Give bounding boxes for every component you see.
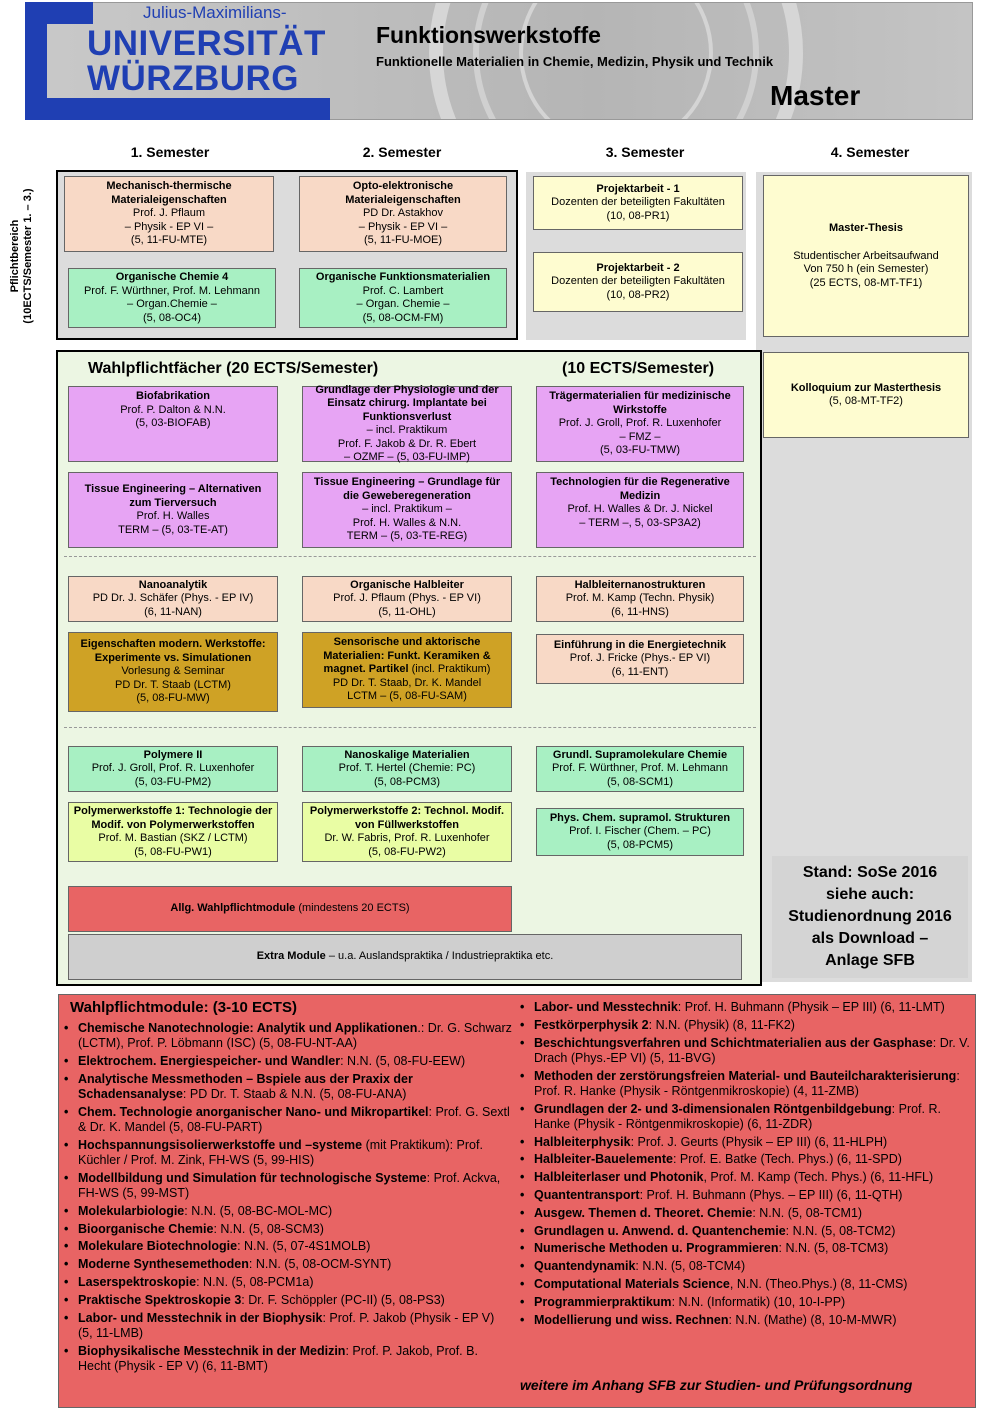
module-oc4[interactable]: Organische Chemie 4 Prof. F. Würthner, Prof. M. Lehmann – Organ.Chemie – (5, 08-OC4) — [68, 268, 276, 328]
module-sp3a2[interactable]: Technologien für die Regenerative Medizin Prof. H. Walles & Dr. J. Nickel – TERM –, 5, 03-SP3A2) — [536, 472, 744, 548]
module-list-heading: Wahlpflichtmodule: (3-10 ECTS) — [70, 999, 297, 1016]
module-list-item[interactable]: • Labor- und Messtechnik in der Biophysik: Prof. P. Jakob (Physik - EP V) (5, 11-LMB) — [62, 1311, 512, 1341]
stand-note: Stand: SoSe 2016 siehe auch: Studienordnung 2016 als Download – Anlage SFB — [772, 856, 968, 978]
page-title: Funktionswerkstoffe — [376, 22, 601, 48]
module-te-at[interactable]: Tissue Engineering – Alternativen zum Tierversuch Prof. H. Walles TERM – (5, 03-TE-AT) — [68, 472, 278, 548]
module-list-item[interactable]: • Numerische Methoden u. Programmieren: N.N. (5, 08-TCM3) — [518, 1241, 973, 1256]
module-scm1[interactable]: Grundl. Supramolekulare Chemie Prof. F. Würthner, Prof. M. Lehmann (5, 08-SCM1) — [536, 746, 744, 792]
module-ohl[interactable]: Organische Halbleiter Prof. J. Pflaum (Phys. - EP VI) (5, 11-OHL) — [302, 576, 512, 622]
page-subtitle: Funktionelle Materialien in Chemie, Medizin, Physik und Technik — [376, 54, 774, 69]
module-fu-mw[interactable]: Eigenschaften modern. Werkstoffe: Experimente vs. Simulationen Vorlesung & Seminar PD Dr. T. Staab (LCTM) (5, 08-FU-MW) — [68, 632, 278, 712]
module-list-item[interactable]: • Praktische Spektroskopie 3: Dr. F. Schöppler (PC-II) (5, 08-PS3) — [62, 1293, 512, 1308]
pflicht-label: Pflichtbereich (10ECTS/Semester 1. – 3.) — [9, 188, 34, 324]
module-list-footer: weitere im Anhang SFB zur Studien- und Prüfungsordnung — [520, 1377, 913, 1393]
semester-2-heading: 2. Semester — [362, 144, 442, 160]
university-logo — [25, 2, 355, 120]
module-fu-pw2[interactable]: Polymerwerkstoffe 2: Technol. Modif. von Füllwerkstoffen Dr. W. Fabris, Prof. R. Luxenhofer (5, 08-FU-PW2) — [302, 802, 512, 862]
module-list-item[interactable]: • Modellierung und wiss. Rechnen: N.N. (Mathe) (8, 10-M-MWR) — [518, 1313, 973, 1328]
module-pr2[interactable]: Projektarbeit - 2 Dozenten der beteiligten Fakultäten (10, 08-PR2) — [533, 252, 743, 312]
logo-line2: WÜRZBURG — [87, 59, 300, 98]
divider-1 — [64, 556, 756, 557]
module-pr1[interactable]: Projektarbeit - 1 Dozenten der beteiligten Fakultäten (10, 08-PR1) — [533, 176, 743, 230]
module-list-item[interactable]: • Laserspektroskopie: N.N. (5, 08-PCM1a) — [62, 1275, 512, 1290]
module-kolloquium[interactable]: Kolloquium zur Masterthesis (5, 08-MT-TF2) — [763, 352, 969, 438]
extra-module-bar[interactable]: Extra Module – u.a. Auslandspraktika / Industriepraktika etc. — [68, 934, 742, 980]
logo-line1: UNIVERSITÄT — [87, 24, 326, 63]
module-list-item[interactable]: • Elektrochem. Energiespeicher- und Wandler: N.N. (5, 08-FU-EEW) — [62, 1054, 512, 1069]
module-list-item[interactable]: • Labor- und Messtechnik: Prof. H. Buhmann (Physik – EP III) (6, 11-LMT) — [518, 1000, 973, 1015]
module-list-item[interactable]: • Festkörperphysik 2: N.N. (Physik) (8, 11-FK2) — [518, 1018, 973, 1033]
degree-label: Master — [770, 80, 861, 111]
module-ocm-fm[interactable]: Organische Funktionsmaterialien Prof. C. Lambert – Organ. Chemie – (5, 08-OCM-FM) — [299, 268, 507, 328]
module-list-item[interactable]: • Chem. Technologie anorganischer Nano- und Mikropartikel: Prof. G. Sextl & Dr. K. Mandel (5, 08-FU-PART) — [62, 1105, 512, 1135]
module-master-thesis[interactable]: Master-Thesis Studentischer Arbeitsaufwand Von 750 h (ein Semester) (25 ECTS, 08-MT-TF1) — [763, 175, 969, 337]
module-fu-sam[interactable]: Sensorische und aktorische Materialien: Funkt. Keramiken & magnet. Partikel (incl. Praktikum) PD Dr. T. Staab, Dr. K. Mandel LCTM – (5, 08-FU-SAM) — [302, 632, 512, 708]
semester-4-heading: 4. Semester — [830, 144, 910, 160]
module-nan[interactable]: Nanoanalytik PD Dr. J. Schäfer (Phys. - EP IV) (6, 11-NAN) — [68, 576, 278, 622]
module-list-item[interactable]: • Moderne Synthesemethoden: N.N. (5, 08-OCM-SYNT) — [62, 1257, 512, 1272]
module-te-reg[interactable]: Tissue Engineering – Grundlage für die Geweberegeneration – incl. Praktikum – Prof. H. Walles & N.N. TERM – (5, 03-TE-REG) — [302, 472, 512, 548]
wahlpflicht-heading: Wahlpflichtfächer (20 ECTS/Semester) — [88, 360, 379, 377]
logo-small-text: Julius-Maximilians- — [143, 3, 287, 22]
module-list-item[interactable]: • Biophysikalische Messtechnik in der Medizin: Prof. P. Jakob, Prof. B. Hecht (Physik - EP V) (6, 11-BMT) — [62, 1344, 512, 1374]
module-list-item[interactable]: • Bioorganische Chemie: N.N. (5, 08-SCM3) — [62, 1222, 512, 1237]
module-list-item[interactable]: • Halbleiterphysik: Prof. J. Geurts (Physik – EP III) (6, 11-HLPH) — [518, 1135, 973, 1150]
module-list-item[interactable]: • Quantentransport: Prof. H. Buhmann (Phys. – EP III) (6, 11-QTH) — [518, 1188, 973, 1203]
module-list-item[interactable]: • Halbleiterlaser und Photonik, Prof. M. Kamp (Tech. Phys.) (6, 11-HFL) — [518, 1170, 973, 1185]
semester-1-heading: 1. Semester — [130, 144, 210, 160]
module-fu-tmw[interactable]: Trägermaterialien für medizinische Wirkstoffe Prof. J. Groll, Prof. R. Luxenhofer – FMZ – (5, 03-FU-TMW) — [536, 386, 744, 462]
module-list-item[interactable]: • Grundlagen der 2- und 3-dimensionalen Röntgenbildgebung: Prof. R. Hanke (Physik - Röntgenmikroskopie) (6, 11-ZDR) — [518, 1102, 973, 1132]
module-list-right — [518, 1000, 973, 1330]
module-moe[interactable]: Opto-elektronische Materialeigenschaften PD Dr. Astakhov – Physik - EP VI – (5, 11-FU-MOE) — [299, 176, 507, 252]
module-pcm5[interactable]: Phys. Chem. supramol. Strukturen Prof. I. Fischer (Chem. – PC) (5, 08-PCM5) — [536, 808, 744, 856]
module-list-item[interactable]: • Beschichtungsverfahren und Schichtmaterialien aus der Gasphase: Dr. V. Drach (Phys.-EP VI) (5, 11-BVG) — [518, 1036, 973, 1066]
divider-2 — [64, 727, 756, 728]
module-list-item[interactable]: • Computational Materials Science, N.N. (Theo.Phys.) (8, 11-CMS) — [518, 1277, 973, 1292]
module-list-item[interactable]: • Hochspannungsisolierwerkstoffe und –systeme (mit Praktikum): Prof. Küchler / Prof. M. Zink, FH-WS (5, 99-HIS) — [62, 1138, 512, 1168]
module-list-item[interactable]: • Chemische Nanotechnologie: Analytik und Applikationen.: Dr. G. Schwarz (LCTM), Prof. P. Löbmann (ISC) (5, 08-FU-NT-AA) — [62, 1021, 512, 1051]
module-list-item[interactable]: • Modellbildung und Simulation für technologische Systeme: Prof. Ackva, FH-WS (5, 99-MST) — [62, 1171, 512, 1201]
module-list-item[interactable]: • Quantendynamik: N.N. (5, 08-TCM4) — [518, 1259, 973, 1274]
module-list-item[interactable]: • Grundlagen u. Anwend. d. Quantenchemie: N.N. (5, 08-TCM2) — [518, 1224, 973, 1239]
module-list-item[interactable]: • Ausgew. Themen d. Theoret. Chemie: N.N. (5, 08-TCM1) — [518, 1206, 973, 1221]
module-list-item[interactable]: • Molekulare Biotechnologie: N.N. (5, 07-4S1MOLB) — [62, 1239, 512, 1254]
module-hns[interactable]: Halbleiternanostrukturen Prof. M. Kamp (Techn. Physik) (6, 11-HNS) — [536, 576, 744, 622]
module-list-item[interactable]: • Molekularbiologie: N.N. (5, 08-BC-MOL-MC) — [62, 1204, 512, 1219]
module-pcm3[interactable]: Nanoskalige Materialien Prof. T. Hertel (Chemie: PC) (5, 08-PCM3) — [302, 746, 512, 792]
module-list-left — [62, 1021, 512, 1377]
module-fu-pm2[interactable]: Polymere II Prof. J. Groll, Prof. R. Luxenhofer (5, 03-FU-PM2) — [68, 746, 278, 792]
module-list-item[interactable]: • Methoden der zerstörungsfreien Material- und Bauteilcharakterisierung: Prof. R. Hanke (Physik - Röntgenmikroskopie) (4, 11-ZMB) — [518, 1069, 973, 1099]
module-list-item[interactable]: • Programmierpraktikum: N.N. (Informatik) (10, 10-I-PP) — [518, 1295, 973, 1310]
module-fu-pw1[interactable]: Polymerwerkstoffe 1: Technologie der Modif. von Polymerwerkstoffen Prof. M. Bastian (SKZ / LCTM) (5, 08-FU-PW1) — [68, 802, 278, 862]
allg-wahlpflichtmodule-bar[interactable]: Allg. Wahlpflichtmodule (mindestens 20 ECTS) — [68, 886, 512, 932]
module-list-item[interactable]: • Analytische Messmethoden – Bspiele aus der Praxix der Schadensanalyse: PD Dr. T. Staab & N.N. (5, 08-FU-ANA) — [62, 1072, 512, 1102]
module-list-item[interactable]: • Halbleiter-Bauelemente: Prof. E. Batke (Tech. Phys.) (6, 11-SPD) — [518, 1152, 973, 1167]
semester-3-heading: 3. Semester — [605, 144, 685, 160]
module-biofab[interactable]: Biofabrikation Prof. P. Dalton & N.N. (5, 03-BIOFAB) — [68, 386, 278, 462]
module-ent[interactable]: Einführung in die Energietechnik Prof. J. Fricke (Phys.- EP VI) (6, 11-ENT) — [536, 634, 744, 684]
wahlpflicht-heading-right: (10 ECTS/Semester) — [562, 360, 715, 377]
module-mte[interactable]: Mechanisch-thermische Materialeigenschaften Prof. J. Pflaum – Physik - EP VI – (5, 11-FU-MTE) — [64, 176, 274, 252]
module-fu-imp[interactable]: Grundlage der Physiologie und der Einsatz chirurg. Implantate bei Funktionsverlust – incl. Praktikum Prof. F. Jakob & Dr. R. Ebert – OZMF – (5, 03-FU-IMP) — [302, 386, 512, 462]
